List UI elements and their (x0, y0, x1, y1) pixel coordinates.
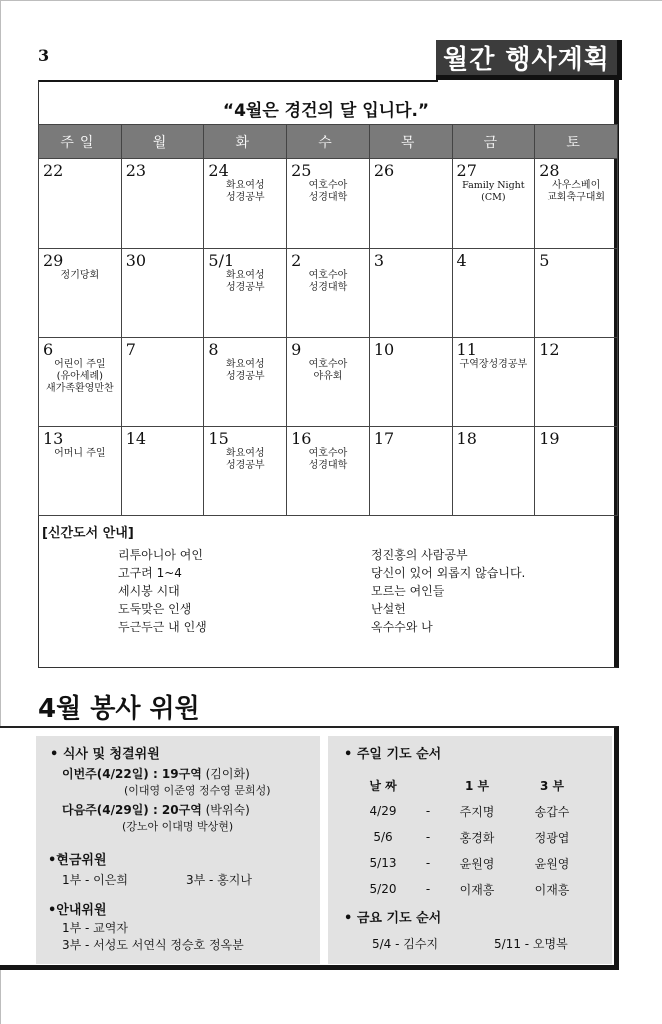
calendar-event: 교회축구대회 (547, 192, 606, 203)
book-title: 모르는 여인들 (371, 584, 445, 598)
calendar-day-cell (121, 249, 204, 338)
book-title: 정진홍의 사람공부 (371, 548, 468, 562)
day-number: 6 (43, 340, 54, 359)
prayer-first-service: 이재흥 (459, 882, 495, 897)
prayer-dash: - (425, 856, 431, 870)
day-number: 10 (373, 340, 395, 359)
calendar-day-cell (535, 249, 618, 338)
calendar-day-cell (121, 338, 204, 427)
day-number: 25 (291, 161, 312, 180)
day-number: 8 (208, 340, 219, 359)
friday-prayer-item: 5/11 - 오명복 (494, 937, 568, 951)
book-title: 두근두근 내 인생 (118, 620, 207, 634)
weekday-sun: 주일 (39, 125, 122, 159)
calendar-day-cell (39, 159, 122, 249)
calendar-day-cell (287, 159, 370, 249)
calendar-day-cell (452, 159, 535, 249)
calendar-event: 야유회 (313, 371, 343, 382)
calendar-day-cell (39, 249, 122, 338)
column-date: 날 짜 (369, 778, 397, 793)
calendar-event: 성경대학 (308, 282, 348, 293)
calendar-day-cell (369, 249, 452, 338)
prayer-first-service: 윤원영 (459, 856, 495, 871)
calendar-day-cell (204, 427, 287, 516)
calendar-week-row (39, 427, 618, 516)
calendar-event: 화요여성 (225, 448, 265, 459)
day-number: 3 (373, 251, 384, 270)
page-number: 3 (38, 46, 50, 65)
calendar-event: 화요여성 (225, 270, 265, 281)
calendar-event: (CM) (481, 192, 506, 203)
service-committee-title: 4월 봉사 위원 (38, 694, 200, 724)
page-header-title: 월간 행사계획 (436, 40, 622, 80)
prayer-third-service: 윤원영 (534, 856, 570, 871)
calendar-event: 여호수아 (308, 359, 348, 370)
calendar-day-cell (204, 338, 287, 427)
day-number: 19 (539, 429, 560, 448)
calendar-event: 구역장성경공부 (459, 359, 528, 370)
meal-next-week-members: (강노아 이대명 박상현) (122, 820, 234, 833)
calendar-day-cell (369, 159, 452, 249)
book-title: 옥수수와 나 (371, 620, 433, 634)
calendar-event: 어린이 주일 (54, 359, 106, 370)
prayer-third-service: 이재흥 (534, 882, 570, 897)
calendar-event: 여호수아 (308, 270, 348, 281)
new-books-section (39, 518, 615, 666)
usher-first-service: 1부 - 교역자 (62, 921, 128, 935)
weekday-thu: 목 (369, 125, 452, 159)
month-motto: “4월은 경건의 달 입니다.” (222, 101, 430, 121)
new-books-heading: [신간도서 안내] (42, 526, 134, 541)
book-title: 당신이 있어 외롭지 않습니다. (371, 566, 526, 580)
sunday-prayer-row (352, 824, 592, 850)
day-number: 23 (125, 161, 147, 180)
calendar-event: 성경대학 (308, 460, 348, 471)
calendar-day-cell (204, 159, 287, 249)
calendar-event: 성경대학 (308, 192, 348, 203)
day-number: 18 (456, 429, 477, 448)
calendar-day-cell (452, 427, 535, 516)
usher-committee-heading: •안내위원 (48, 903, 107, 918)
calendar-day-cell (287, 338, 370, 427)
prayer-dash: - (425, 882, 431, 896)
day-number: 27 (456, 161, 477, 180)
calendar-event: 성경공부 (225, 460, 265, 471)
day-number: 12 (539, 340, 560, 359)
calendar-week-row (39, 338, 618, 427)
day-number: 7 (125, 340, 136, 359)
day-number: 26 (373, 161, 395, 180)
calendar-day-cell (452, 249, 535, 338)
offering-third-service: 3부 - 홍지나 (186, 873, 252, 887)
meal-this-week-leader: (김이화) (201, 767, 250, 781)
day-number: 13 (43, 429, 64, 448)
meal-this-week-members: (이대영 이준영 정수영 문희성) (124, 784, 271, 797)
day-number: 11 (456, 340, 477, 359)
day-number: 9 (291, 340, 302, 359)
book-title: 리투아니아 여인 (118, 548, 203, 562)
weekday-wed: 수 (287, 125, 370, 159)
calendar-day-cell (452, 338, 535, 427)
column-first-service: 1 부 (464, 778, 490, 793)
calendar-day-cell (535, 338, 618, 427)
new-books-right-list (371, 546, 525, 636)
calendar-event: 어머니 주일 (54, 448, 106, 459)
calendar-event: 사우스베이 (551, 180, 601, 191)
friday-prayer-heading: • 금요 기도 순서 (344, 911, 442, 926)
meal-this-week (62, 766, 250, 783)
sunday-prayer-row (352, 850, 592, 876)
calendar-event: 성경공부 (225, 282, 265, 293)
day-number: 17 (373, 429, 395, 448)
weekday-mon: 월 (121, 125, 204, 159)
offering-committee-heading: •현금위원 (48, 853, 107, 868)
calendar-event: 여호수아 (308, 448, 348, 459)
day-number: 15 (208, 429, 229, 448)
book-title: 고구려 1~4 (118, 566, 182, 580)
calendar-event: 여호수아 (308, 180, 348, 191)
day-number: 14 (125, 429, 147, 448)
sunday-prayer-heading: • 주일 기도 순서 (344, 747, 442, 762)
prayer-third-service: 정광엽 (534, 830, 570, 845)
prayer-first-service: 주지명 (459, 804, 495, 819)
day-number: 29 (43, 251, 64, 270)
sunday-prayer-row (352, 798, 592, 824)
day-number: 4 (456, 251, 467, 270)
weekday-fri: 금 (452, 125, 535, 159)
prayer-date: 5/6 (373, 830, 393, 844)
day-number: 16 (291, 429, 312, 448)
weekday-sat: 토 (535, 125, 618, 159)
day-number: 2 (291, 251, 302, 270)
usher-third-service: 3부 - 서성도 서연식 정승호 정옥분 (62, 938, 244, 952)
sunday-prayer-table (352, 772, 592, 902)
meal-next-week-leader: (박위숙) (201, 803, 250, 817)
meal-committee-heading: • 식사 및 청결위원 (50, 747, 160, 762)
calendar-event: 성경공부 (225, 371, 265, 382)
prayer-third-service: 송갑수 (534, 804, 570, 819)
calendar-week-row (39, 249, 618, 338)
calendar-day-cell (369, 338, 452, 427)
sunday-prayer-row (352, 876, 592, 902)
calendar-day-cell (535, 427, 618, 516)
book-title: 도둑맞은 인생 (118, 602, 192, 616)
day-number: 22 (43, 161, 64, 180)
meal-next-week (62, 802, 250, 819)
prayer-date: 4/29 (369, 804, 397, 818)
day-number: 5/1 (208, 251, 235, 270)
calendar-day-cell (39, 427, 122, 516)
calendar-day-cell (287, 249, 370, 338)
friday-prayer-item: 5/4 - 김수지 (372, 937, 439, 951)
book-title: 세시봉 시대 (118, 584, 180, 598)
calendar-day-cell (287, 427, 370, 516)
calendar-event: 새가족환영만찬 (46, 383, 114, 394)
book-title: 난설헌 (371, 602, 406, 616)
calendar-day-cell (39, 338, 122, 427)
calendar-day-cell (204, 249, 287, 338)
prayer-dash: - (425, 830, 431, 844)
weekday-tue: 화 (204, 125, 287, 159)
calendar-day-cell (535, 159, 618, 249)
calendar-event: 정기당회 (60, 270, 100, 281)
calendar-event: (유아세례) (56, 371, 104, 382)
calendar-week-row (39, 159, 618, 249)
prayer-date: 5/13 (369, 856, 397, 870)
new-books-left-list (118, 546, 207, 636)
day-number: 5 (539, 251, 550, 270)
weekday-header-row (39, 125, 618, 159)
meal-this-week-label: 이번주(4/22일) : 19구역 (62, 767, 202, 781)
calendar-event: 성경공부 (225, 192, 265, 203)
meal-next-week-label: 다음주(4/29일) : 20구역 (62, 803, 202, 817)
calendar-event: Family Night (462, 180, 525, 191)
day-number: 30 (125, 251, 147, 270)
prayer-dash: - (425, 804, 431, 818)
calendar-event: 화요여성 (225, 359, 265, 370)
prayer-first-service: 홍경화 (459, 830, 495, 845)
day-number: 28 (539, 161, 560, 180)
calendar-day-cell (121, 427, 204, 516)
calendar-day-cell (121, 159, 204, 249)
calendar-event: 화요여성 (225, 180, 265, 191)
sunday-prayer-header-row (352, 772, 592, 798)
column-third-service: 3 부 (539, 778, 565, 793)
calendar-day-cell (369, 427, 452, 516)
day-number: 24 (208, 161, 229, 180)
monthly-calendar (38, 124, 618, 516)
offering-first-service: 1부 - 이은희 (62, 873, 128, 887)
prayer-date: 5/20 (369, 882, 397, 896)
